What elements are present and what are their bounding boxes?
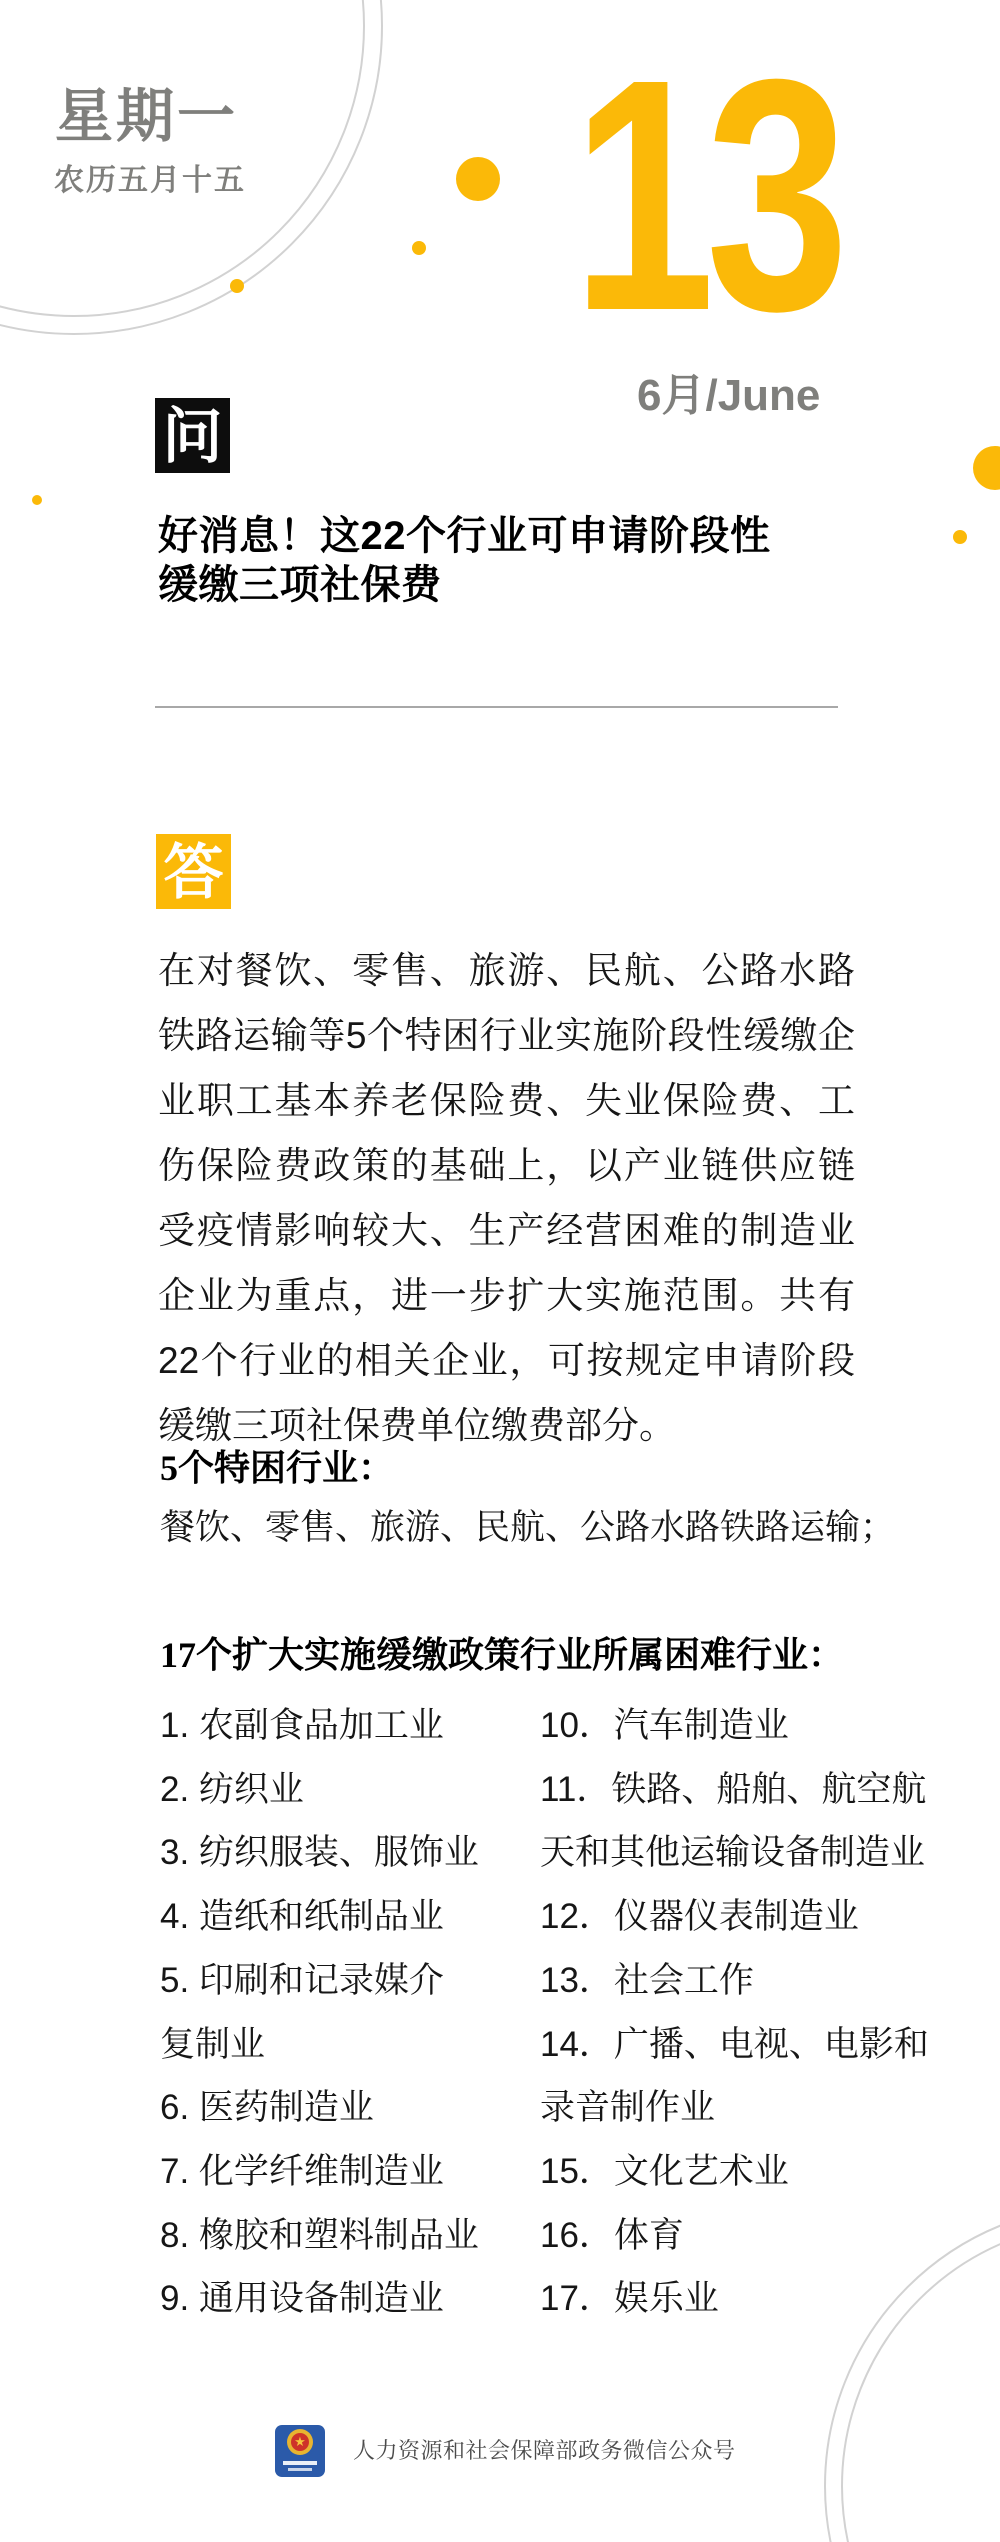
badge-text-bar [283, 2461, 317, 2465]
yellow-dot-tiny [32, 495, 42, 505]
list-item: 10．汽车制造业 [540, 1706, 789, 1745]
answer-paragraph: 在对餐饮、零售、旅游、民航、公路水路铁路运输等5个特困行业实施阶段性缓缴企业职工基本养老保险费、失业保险费、工伤保险费政策的基础上，以产业链供应链受疫情影响较大、生产经营困难的制造业企业为重点，进一步扩大实施范围。共有22个行业的相关企业，可按规定申请阶段缓缴三项社保费单位缴费部分。 [158, 950, 855, 1446]
list-item: 16．体育 [540, 2215, 684, 2255]
footer-account-label: 人力资源和社会保障部政务微信公众号 [353, 2438, 736, 2463]
list-item: 9. 通用设备制造业 [160, 2279, 444, 2319]
list-item-continuation: 录音制作业 [540, 2088, 716, 2128]
ministry-badge-logo [275, 2425, 325, 2477]
yellow-dot-small [953, 530, 967, 544]
list-item-continuation: 天和其他运输设备制造业 [540, 1833, 926, 1873]
special-industries-heading: 5个特困行业： [160, 1448, 395, 1488]
list-item: 13．社会工作 [540, 1960, 754, 2000]
list-item: 7. 化学纤维制造业 [160, 2151, 444, 2191]
weekday-label: 星期一 [55, 84, 239, 149]
list-item: 1. 农副食品加工业 [160, 1706, 444, 1745]
badge-text-bar [288, 2468, 312, 2471]
question-marker-badge: 问 [155, 398, 230, 473]
list-item: 5. 印刷和记录媒介 [160, 1960, 444, 2000]
question-title [158, 512, 878, 610]
yellow-dot-edge [973, 446, 1000, 490]
national-emblem-icon [287, 2429, 313, 2455]
yellow-dot-small [230, 279, 244, 293]
list-item: 17．娱乐业 [540, 2279, 719, 2319]
lunar-date-label: 农历五月十五 [54, 164, 246, 197]
list-item: 2. 纺织业 [160, 1769, 304, 1809]
section-divider-line [155, 706, 838, 708]
list-item: 8. 橡胶和塑料制品业 [160, 2215, 479, 2255]
list-item: 14．广播、电视、电影和 [540, 2024, 929, 2064]
list-item: 4. 造纸和纸制品业 [160, 1897, 444, 1937]
list-item: 3. 纺织服装、服饰业 [160, 1833, 479, 1873]
yellow-dot-medium [456, 157, 500, 201]
special-industries-content: 餐饮、零售、旅游、民航、公路水路铁路运输； [160, 1508, 896, 1547]
industry-list-left-column [160, 1694, 540, 2331]
expanded-industries-heading: 17个扩大实施缓缴政策行业所属困难行业： [160, 1635, 845, 1675]
industry-list-right-column [540, 1694, 1000, 2331]
list-item: 6. 医药制造业 [160, 2088, 374, 2128]
list-item: 12．仪器仪表制造业 [540, 1897, 859, 1937]
yellow-dot-small [412, 241, 426, 255]
answer-marker-badge: 答 [156, 834, 231, 909]
question-title-line2: 缓缴三项社保费 [158, 563, 442, 607]
day-number: 13 [572, 10, 840, 379]
question-title-line1: 好消息！这22个行业可申请阶段性 [158, 514, 771, 558]
emblem-star-icon: ★ [291, 2433, 309, 2451]
list-item-continuation: 复制业 [160, 2024, 266, 2064]
list-item: 15．文化艺术业 [540, 2151, 789, 2191]
month-label: 6月/June [637, 371, 821, 420]
list-item: 11．铁路、船舶、航空航 [540, 1769, 927, 1809]
